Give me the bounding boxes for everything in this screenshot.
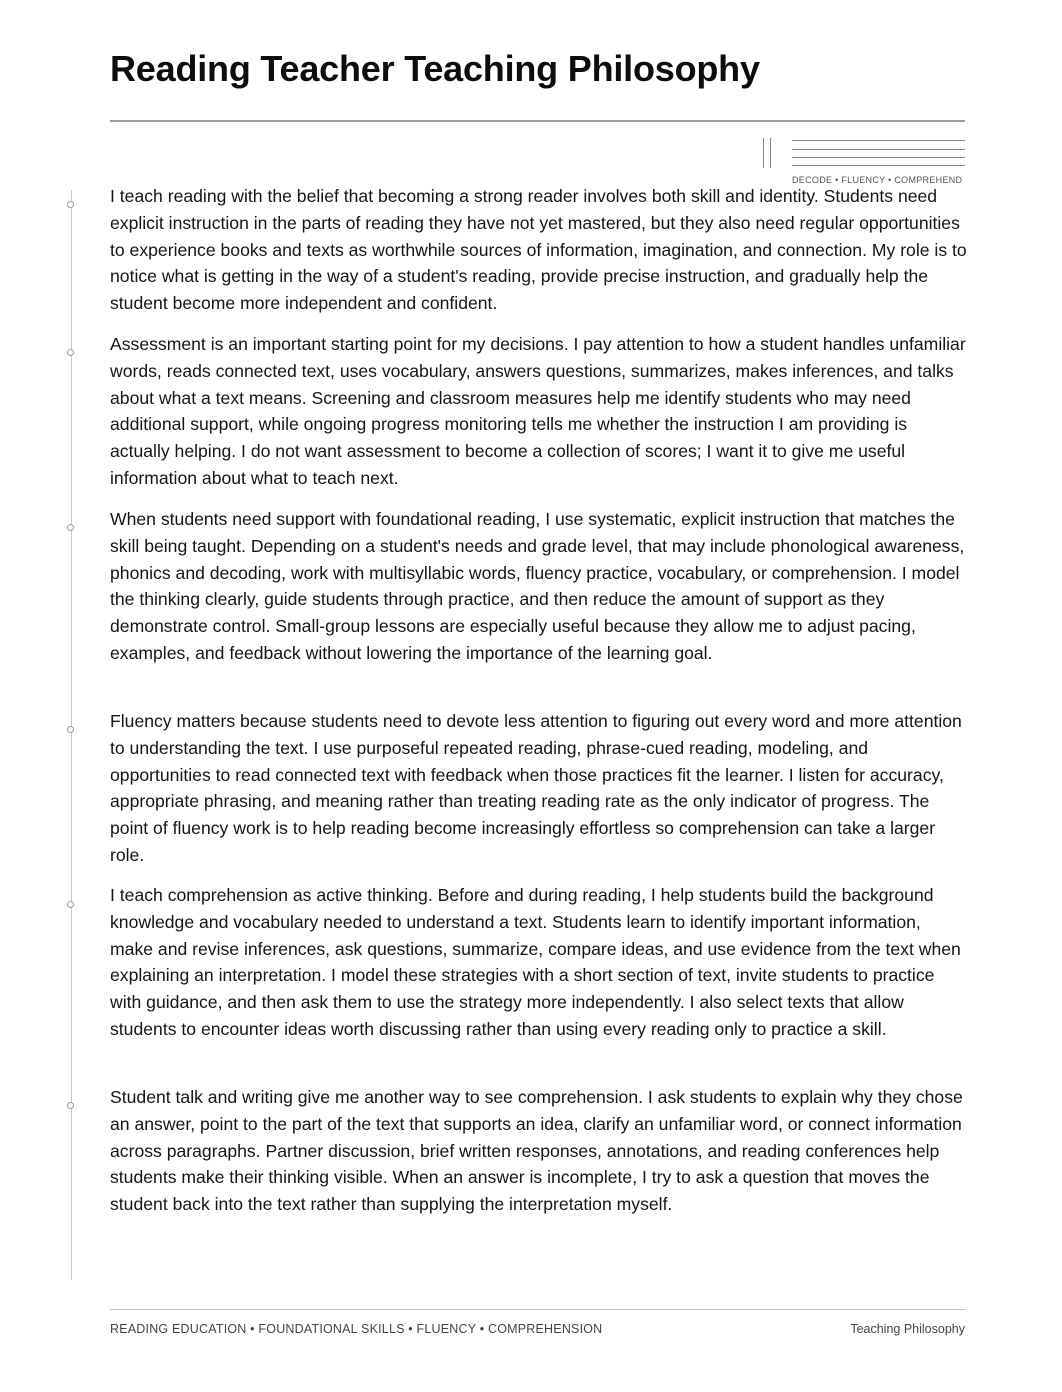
mark-vertical-line: [763, 138, 764, 168]
timeline-node: [67, 1102, 74, 1109]
mark-horizontal-line: [792, 165, 965, 166]
mark-horizontal-line: [792, 149, 965, 150]
paragraph-5: I teach comprehension as active thinking. Before and during reading, I help students build the background knowledge and vocabulary needed to understand a text. Students learn to identify important information, make and revise inferences, ask questions, summarize, compare ideas, and use evidence from the text when explaining an interpretation. I model these strategies with a short section of text, invite students to practice with guidance, and then ask them to use the strategy more independently. I also select texts that allow students to encounter ideas worth discussing rather than using every reading only to practice a skill.: [110, 885, 961, 1039]
timeline-node: [67, 901, 74, 908]
paragraph-1: I teach reading with the belief that becoming a strong reader involves both skill and identity. Students need explicit instruction in the parts of reading they have not yet mastered, but they also need regular opportunities to experience books and texts as worthwhile sources of information, imagination, and connection. My role is to notice what is getting in the way of a student's reading, provide precise instruction, and gradually help the student become more independent and confident.: [110, 186, 967, 314]
paragraph-4: Fluency matters because students need to devote less attention to figuring out every word and more attention to understanding the text. I use purposeful repeated reading, phrase-cued reading, modeling, and opportunities to read connected text with feedback when those practices fit the learner. I listen for accuracy, appropriate phrasing, and meaning rather than treating reading rate as the only indicator of progress. The point of fluency work is to help reading become increasingly effortless so comprehension can take a larger role.: [110, 711, 962, 865]
mark-caption: DECODE • FLUENCY • COMPREHEND: [792, 175, 963, 185]
paragraph-3: When students need support with foundational reading, I use systematic, explicit instruction that matches the skill being taught. Depending on a student's needs and grade level, that may include phonological awareness, phonics and decoding, work with multisyllabic words, fluency practice, vocabulary, or comprehension. I model the thinking clearly, guide students through practice, and then reduce the amount of support as they demonstrate control. Small-group lessons are especially useful because they allow me to adjust pacing, examples, and feedback without lowering the importance of the learning goal.: [110, 509, 965, 663]
footer-divider: [110, 1309, 965, 1310]
paragraph-2: Assessment is an important starting point for my decisions. I pay attention to how a student handles unfamiliar words, reads connected text, uses vocabulary, answers questions, summarizes, makes inferences, and talks about what a text means. Screening and classroom measures help me identify students who may need additional support, while ongoing progress monitoring tells me whether the instruction I am providing is actually helping. I do not want assessment to become a collection of scores; I want it to give me useful information about what to teach next.: [110, 334, 966, 488]
timeline-node: [67, 349, 74, 356]
timeline-node: [67, 524, 74, 531]
footer-label: Teaching Philosophy: [850, 1322, 965, 1336]
timeline-node: [67, 726, 74, 733]
paragraph-6: Student talk and writing give me another way to see comprehension. I ask students to explain why they chose an answer, point to the part of the text that supports an idea, clarify an unfamiliar word, or connect information across paragraphs. Partner discussion, brief written responses, annotations, and reading conferences help students make their thinking visible. When an answer is incomplete, I try to ask a question that moves the student back into the text rather than supplying the interpretation myself.: [110, 1087, 963, 1215]
mark-vertical-line: [770, 138, 771, 168]
title-divider: [110, 120, 965, 122]
footer-topics: READING EDUCATION • FOUNDATIONAL SKILLS • FLUENCY • COMPREHENSION: [110, 1322, 603, 1336]
mark-horizontal-line: [792, 157, 965, 158]
timeline-node: [67, 201, 74, 208]
page-title: Reading Teacher Teaching Philosophy: [110, 48, 760, 89]
mark-horizontal-line: [792, 140, 965, 141]
